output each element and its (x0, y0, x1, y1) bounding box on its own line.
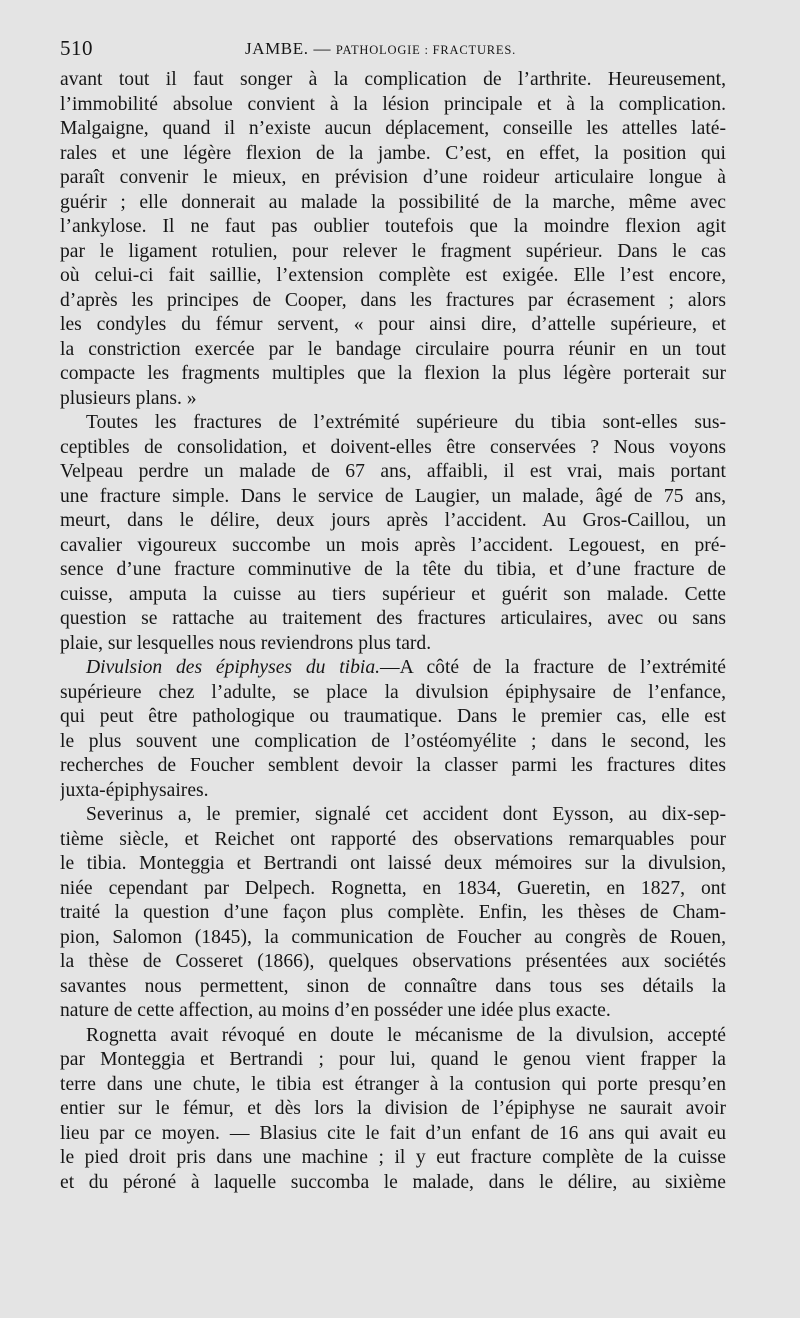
text-line: supérieure chez l’adulte, se place la divulsion épiphysaire de l’enfance, (60, 681, 726, 703)
text-line: entier sur le fémur, et dès lors la division de l’épiphyse ne saurait avoir (60, 1098, 726, 1119)
text-line: plaie, sur lesquelles nous reviendrons plus tard. (60, 632, 432, 654)
text-line: Rognetta avait révoqué en doute le mécanisme de la divulsion, accepté (86, 1024, 726, 1046)
section-line (60, 656, 726, 681)
text-line: ceptibles de consolidation, et doivent-elles être conservées ? Nous voyons (60, 436, 726, 458)
text-line: Velpeau perdre un malade de 67 ans, affaibli, il est vrai, mais portant (60, 461, 726, 482)
text-line: par Monteggia et Bertrandi ; pour lui, quand le genou vient frapper la (60, 1049, 726, 1070)
text-line: Malgaigne, quand il n’existe aucun déplacement, conseille les attelles laté- (60, 118, 726, 139)
body-text (60, 68, 726, 1195)
text-line: nature de cette affection, au moins d’en posséder une idée plus exacte. (60, 1000, 611, 1021)
text-line: juxta-épiphysaires. (60, 779, 209, 801)
text-line-rest: —A côté de la fracture de l’extrémité (380, 657, 726, 678)
text-line: le pied droit pris dans une machine ; il y eut fracture complète de la cuisse (60, 1147, 726, 1168)
text-line: tième siècle, et Reichet ont rapporté des observations remarquables pour (60, 828, 726, 850)
text-line: niée cependant par Delpech. Rognetta, en 1834, Gueretin, en 1827, ont (60, 877, 726, 899)
running-head (245, 39, 516, 59)
text-line: le tibia. Monteggia et Bertrandi ont laissé deux mémoires sur la divulsion, (60, 853, 726, 874)
text-line: question se rattache au traitement des fractures articulaires, avec ou sans (60, 608, 726, 629)
text-line: pion, Salomon (1845), la communication de Foucher au congrès de Rouen, (60, 926, 726, 948)
text-line: compacte les fragments multiples que la flexion la plus légère porterait sur (60, 363, 726, 384)
text-line: Toutes les fractures de l’extrémité supérieure du tibia sont-elles sus- (86, 412, 726, 433)
text-line: terre dans une chute, le tibia est étranger à la contusion qui porte presqu’en (60, 1073, 726, 1095)
text-line: cavalier vigoureux succombe un mois après l’accident. Legouest, en pré- (60, 534, 726, 556)
text-line: plusieurs plans. » (60, 387, 197, 409)
text-line: traité la question d’une façon plus complète. Enfin, les thèses de Cham- (60, 902, 726, 923)
text-line: où celui-ci fait saillie, l’extension complète est exigée. Elle l’est encore, (60, 265, 726, 286)
text-line: l’ankylose. Il ne faut pas oublier toutefois que la moindre flexion agit (60, 216, 726, 237)
text-line: la thèse de Cosseret (1866), quelques observations présentées aux sociétés (60, 951, 726, 972)
text-line: le plus souvent une complication de l’ostéomyélite ; dans le second, les (60, 730, 726, 752)
text-line: sence d’une fracture comminutive de la tête du tibia, et d’une fracture de (60, 559, 726, 580)
text-line: meurt, dans le délire, deux jours après l’accident. Au Gros-Caillou, un (60, 510, 726, 531)
text-line: lieu par ce moyen. — Blasius cite le fait d’un enfant de 16 ans qui avait eu (60, 1122, 726, 1144)
text-line: qui peut être pathologique ou traumatique. Dans le premier cas, elle est (60, 706, 726, 727)
page-header (60, 36, 740, 62)
running-title: JAMBE. (245, 39, 309, 58)
text-line: avant tout il faut songer à la complication de l’arthrite. Heureusement, (60, 69, 726, 90)
text-line: paraît convenir le mieux, en prévision d’une roideur articulaire longue à (60, 167, 726, 188)
text-line: par le ligament rotulien, pour relever le fragment supérieur. Dans le cas (60, 240, 726, 262)
text-line: guérir ; elle donnerait au malade la possibilité de la marche, même avec (60, 191, 726, 213)
text-line: Severinus a, le premier, signalé cet accident dont Eysson, au dix-sep- (86, 804, 726, 825)
text-line: une fracture simple. Dans le service de Laugier, un malade, âgé de 75 ans, (60, 485, 726, 507)
text-line: les condyles du fémur servent, « pour ainsi dire, d’attelle supérieure, et (60, 314, 726, 335)
running-head-separator: — (313, 39, 332, 58)
text-line: recherches de Foucher semblent devoir la classer parmi les fractures dites (60, 755, 726, 776)
page-number: 510 (60, 36, 93, 60)
text-line: et du péroné à laquelle succomba le malade, dans le délire, au sixième (60, 1171, 726, 1193)
text-line: l’immobilité absolue convient à la lésion principale et à la complication. (60, 93, 726, 115)
text-line: savantes nous permettent, sinon de connaître dans tous ses détails la (60, 975, 726, 997)
running-subtitle: PATHOLOGIE : FRACTURES. (335, 43, 517, 57)
text-line: cuisse, amputa la cuisse au tiers supérieur et guérit son malade. Cette (60, 583, 726, 605)
text-line: d’après les principes de Cooper, dans les fractures par écrasement ; alors (60, 289, 726, 311)
text-line: rales et une légère flexion de la jambe. C’est, en effet, la position qui (60, 142, 726, 164)
text-line: la constriction exercée par le bandage circulaire pourra réunir en un tout (60, 338, 726, 360)
section-heading: Divulsion des épiphyses du tibia. (86, 657, 381, 678)
